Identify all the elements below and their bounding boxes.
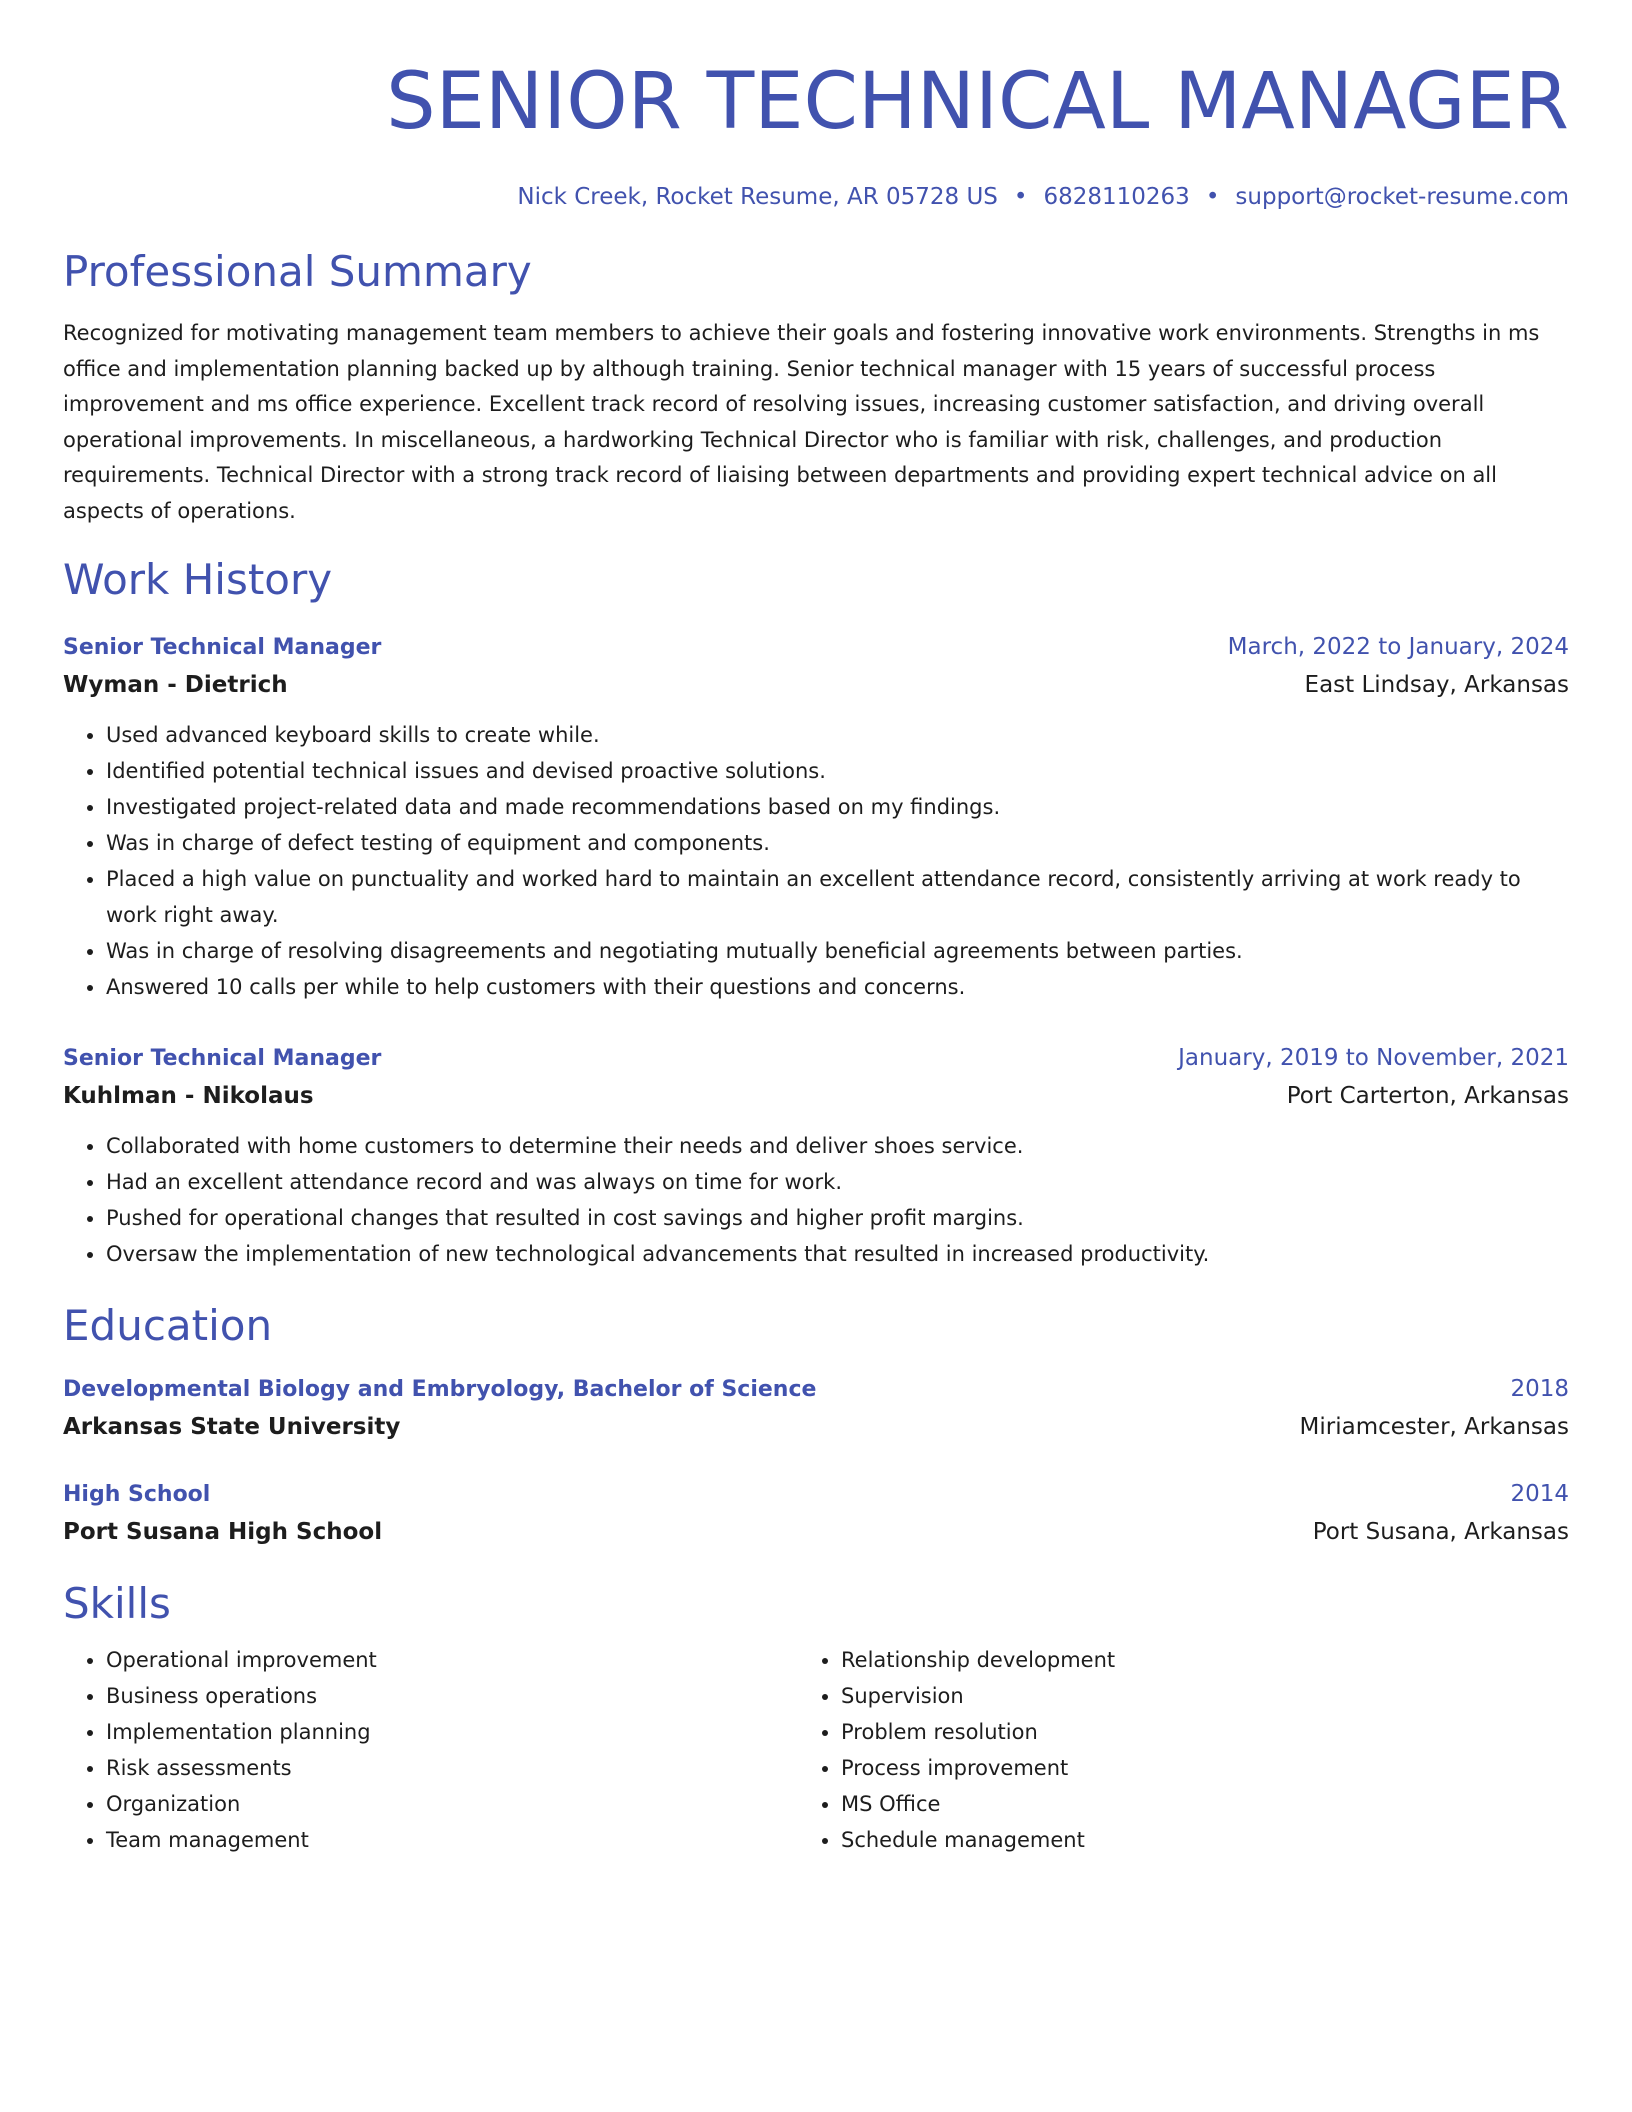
skill-item: • Process improvement xyxy=(841,1750,1533,1786)
job-employer: Wyman - Dietrich xyxy=(63,672,288,698)
job-entry xyxy=(63,630,1569,1005)
education-school: Port Susana High School xyxy=(63,1519,383,1545)
job-bullet: • Was in charge of defect testing of equipment and components. xyxy=(106,825,1569,861)
education-year: 2014 xyxy=(1510,1481,1569,1507)
contact-email[interactable]: support@rocket-resume.com xyxy=(1235,184,1569,210)
job-employer: Kuhlman - Nikolaus xyxy=(63,1083,314,1109)
skills-list xyxy=(63,1642,1569,1858)
contact-separator: • xyxy=(1205,184,1220,210)
education-entry xyxy=(63,1477,1569,1552)
job-dates: March, 2022 to January, 2024 xyxy=(1227,634,1569,660)
skills-column-right xyxy=(798,1642,1533,1858)
job-title: Senior Technical Manager xyxy=(63,635,382,660)
resume-name-title: SENIOR TECHNICAL MANAGER xyxy=(386,57,1569,147)
education-school: Arkansas State University xyxy=(63,1414,401,1440)
job-bullets xyxy=(63,1128,1569,1272)
job-title: Senior Technical Manager xyxy=(63,1046,382,1071)
contact-line xyxy=(63,182,1569,212)
job-bullet: • Used advanced keyboard skills to create while. xyxy=(106,717,1569,753)
job-bullet: • Investigated project-related data and made recommendations based on my findings. xyxy=(106,789,1569,825)
job-dates: January, 2019 to November, 2021 xyxy=(1178,1045,1569,1071)
education-degree: High School xyxy=(63,1482,211,1507)
skill-item: • Business operations xyxy=(106,1678,798,1714)
section-title-skills: Skills xyxy=(63,1579,171,1628)
job-bullets xyxy=(63,717,1569,1005)
contact-phone: 6828110263 xyxy=(1043,184,1190,210)
skills-column-left xyxy=(63,1642,798,1858)
job-bullet: • Oversaw the implementation of new technological advancements that resulted in increased productivity. xyxy=(106,1236,1569,1272)
section-title-education: Education xyxy=(63,1301,273,1350)
skill-item: • Supervision xyxy=(841,1678,1533,1714)
education-year: 2018 xyxy=(1510,1376,1569,1402)
skill-item: • Relationship development xyxy=(841,1642,1533,1678)
skill-item: • Operational improvement xyxy=(106,1642,798,1678)
skill-item: • Problem resolution xyxy=(841,1714,1533,1750)
section-title-summary: Professional Summary xyxy=(63,247,532,296)
summary-text: Recognized for motivating management team members to achieve their goals and fostering innovative work environments. Strengths in ms office and implementation planning backed up by although training. Senior technical manager with 15 years of successful process improvement and ms office experience. Excellent track record of resolving issues, increasing customer satisfaction, and driving overall operational improvements. In miscellaneous, a hardworking Technical Director who is familiar with risk, challenges, and production requirements. Technical Director with a strong track record of liaising between departments and providing expert technical advice on all aspects of operations. xyxy=(63,321,1540,523)
job-bullet: • Had an excellent attendance record and was always on time for work. xyxy=(106,1164,1569,1200)
job-location: East Lindsay, Arkansas xyxy=(1304,672,1569,698)
skill-item: • Schedule management xyxy=(841,1822,1533,1858)
skill-item: • Team management xyxy=(106,1822,798,1858)
job-bullet: • Identified potential technical issues and devised proactive solutions. xyxy=(106,753,1569,789)
job-entry xyxy=(63,1041,1569,1272)
skill-item: • Organization xyxy=(106,1786,798,1822)
job-bullet: • Collaborated with home customers to determine their needs and deliver shoes service. xyxy=(106,1128,1569,1164)
skill-item: • MS Office xyxy=(841,1786,1533,1822)
contact-separator: • xyxy=(1013,184,1028,210)
education-degree: Developmental Biology and Embryology, Bachelor of Science xyxy=(63,1377,817,1402)
skill-item: • Implementation planning xyxy=(106,1714,798,1750)
education-location: Miriamcester, Arkansas xyxy=(1299,1414,1569,1440)
job-location: Port Carterton, Arkansas xyxy=(1286,1083,1569,1109)
job-bullet: • Placed a high value on punctuality and worked hard to maintain an excellent attendance record, consistently arriving at work ready to work right away. xyxy=(106,861,1569,933)
section-title-work-history: Work History xyxy=(63,555,333,604)
resume-header xyxy=(63,0,1569,212)
contact-address: Nick Creek, Rocket Resume, AR 05728 US xyxy=(517,184,998,210)
skill-item: • Risk assessments xyxy=(106,1750,798,1786)
job-bullet: • Pushed for operational changes that resulted in cost savings and higher profit margins. xyxy=(106,1200,1569,1236)
job-bullet: • Answered 10 calls per while to help customers with their questions and concerns. xyxy=(106,969,1569,1005)
job-bullet: • Was in charge of resolving disagreements and negotiating mutually beneficial agreements between parties. xyxy=(106,933,1569,969)
education-location: Port Susana, Arkansas xyxy=(1312,1519,1569,1545)
education-entry xyxy=(63,1372,1569,1447)
